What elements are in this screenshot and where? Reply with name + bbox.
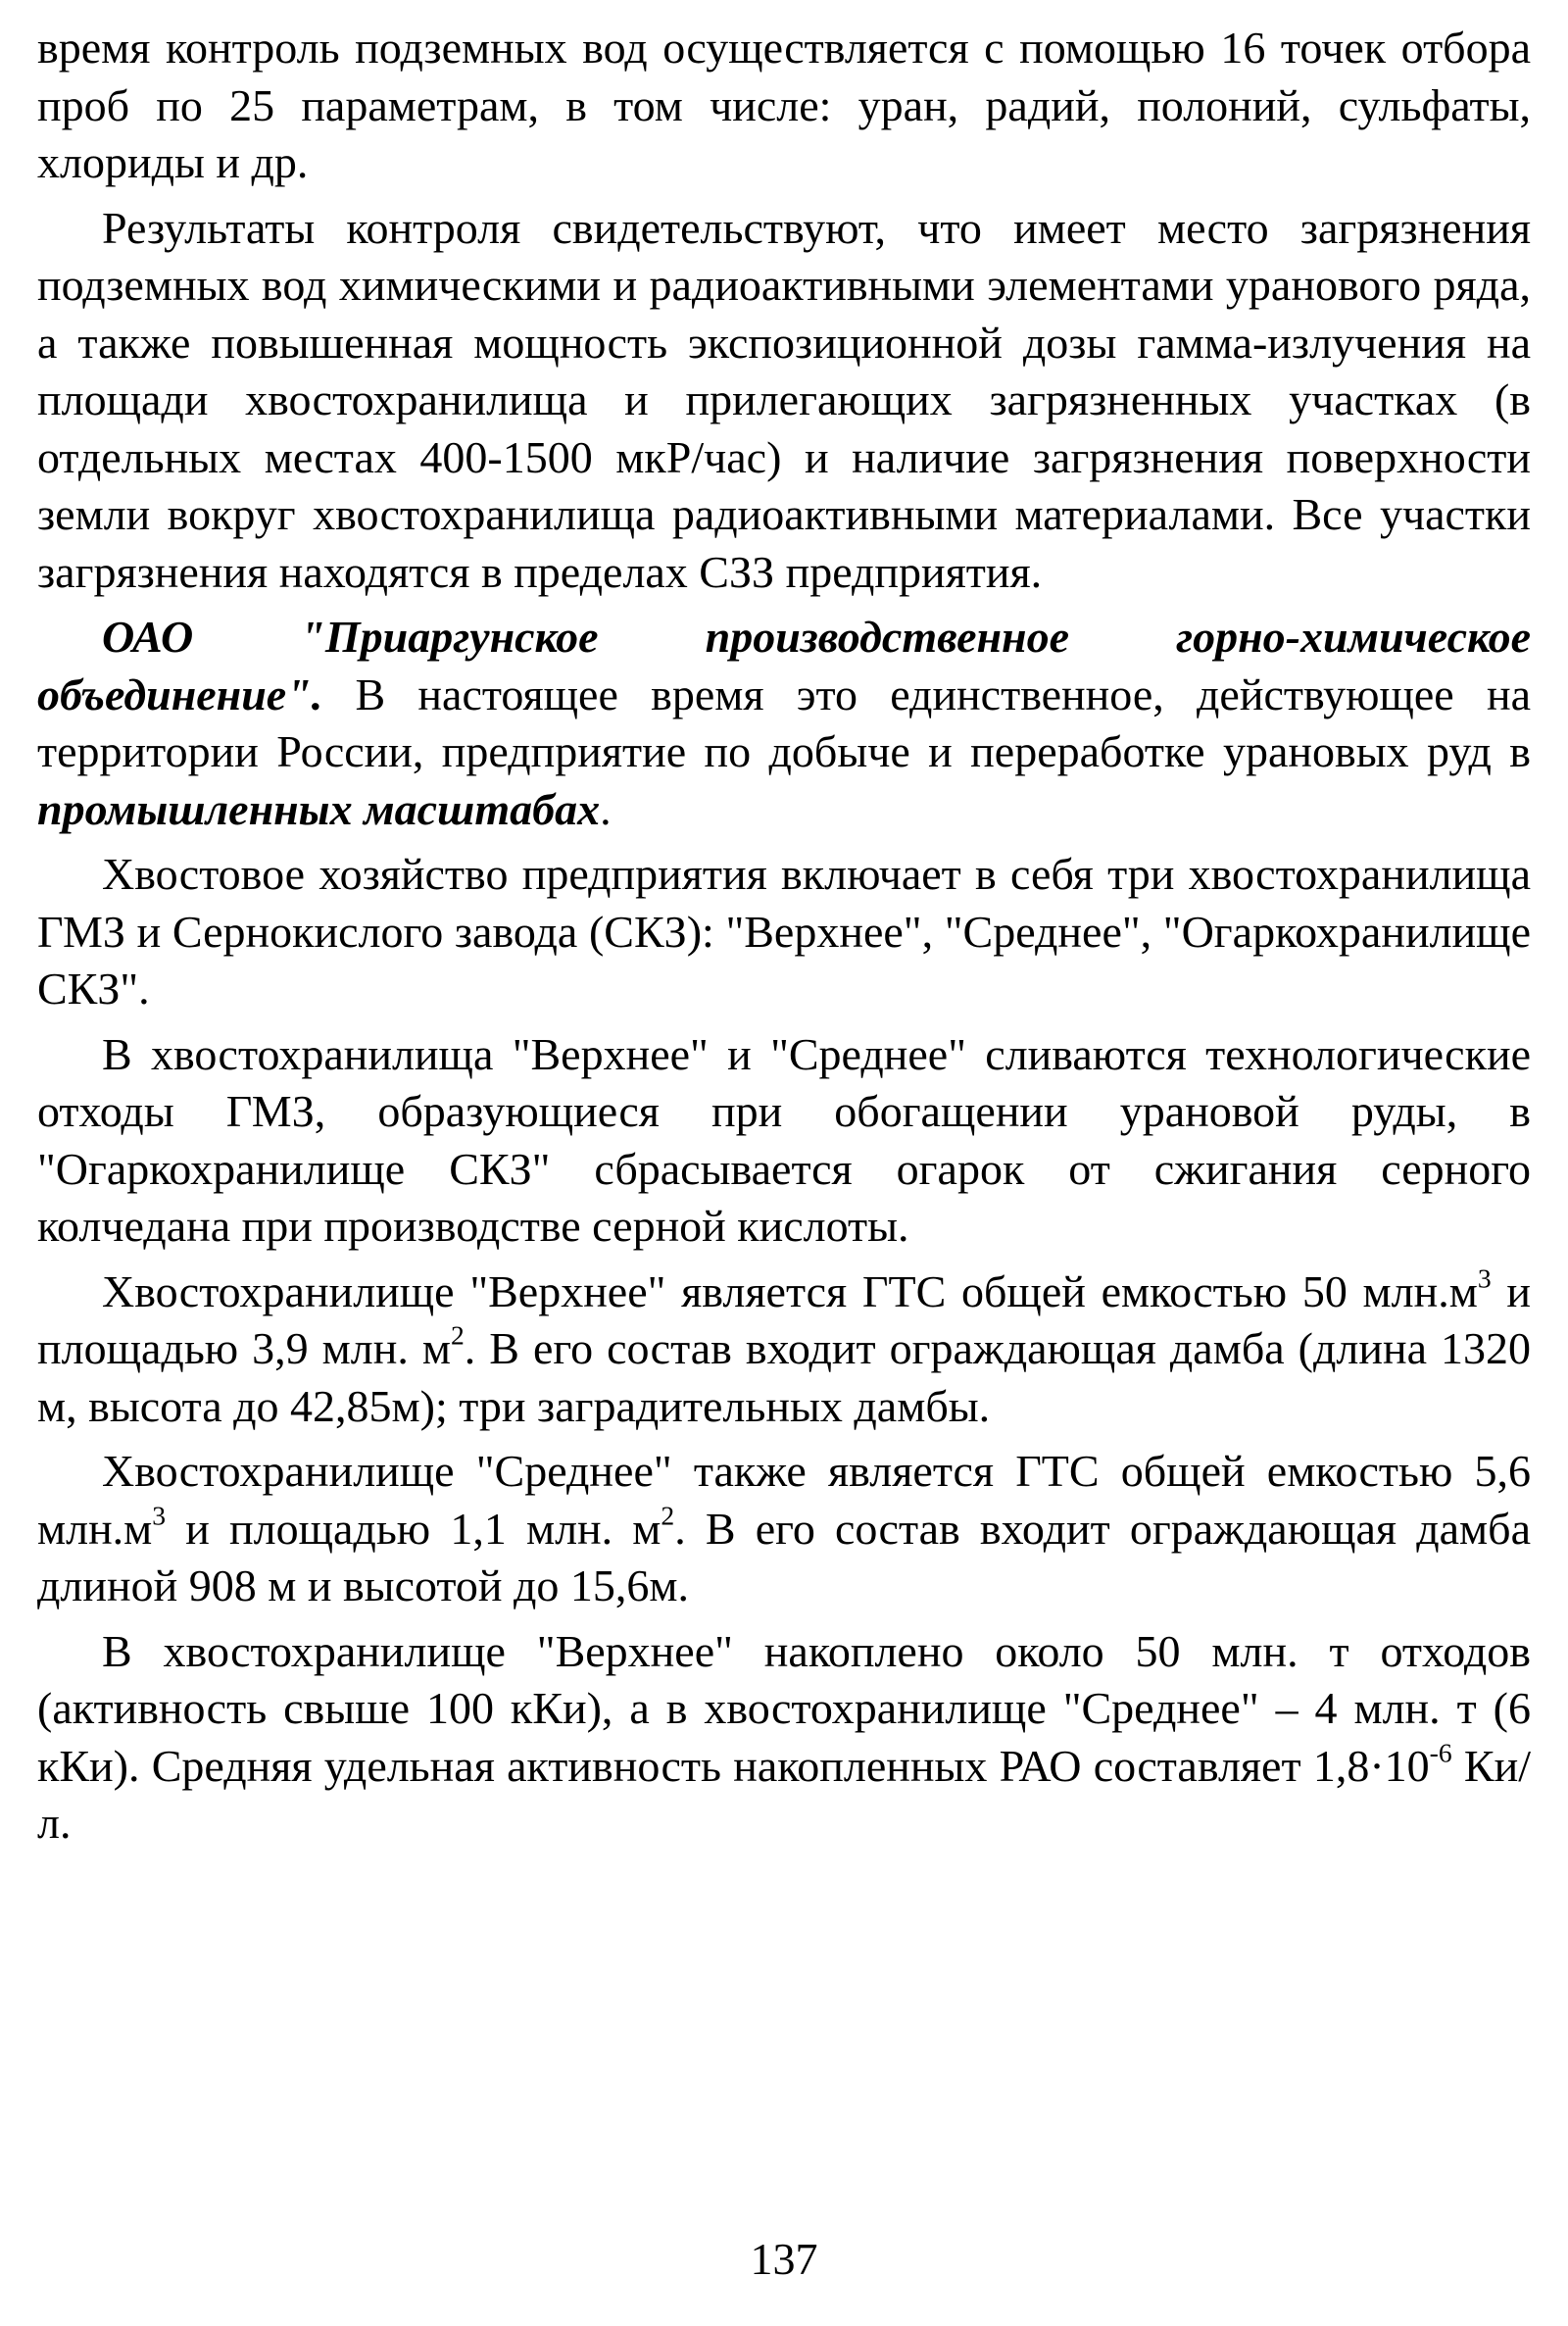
emphasis-text: ОАО "Приаргунское производственное горно-химическое объединение". bbox=[37, 612, 1531, 719]
text-run: Хвостохранилище "Среднее" также является ГТС общей емкостью 5,6 млн.м bbox=[37, 1446, 1531, 1554]
text-run: и площадью 3,9 млн. м bbox=[37, 1265, 1531, 1373]
superscript: 3 bbox=[1477, 1262, 1492, 1294]
paragraph-monitoring-results bbox=[37, 200, 1531, 602]
text-run: В настоящее время это единственное, действующее на территории России, предприятие по добыче и переработке урановых руд в bbox=[37, 668, 1531, 776]
text-run: время контроль подземных вод осуществляется с помощью 16 точек отбора проб по 25 параметрам, в том числе: уран, радий, полоний, сульфаты, хлориды и др. bbox=[37, 23, 1531, 187]
superscript: -6 bbox=[1429, 1737, 1452, 1768]
paragraph-accumulated-waste bbox=[37, 1623, 1531, 1853]
text-run: и площадью 1,1 млн. м bbox=[166, 1503, 662, 1554]
page-number: 137 bbox=[750, 2234, 818, 2284]
text-run: . В его состав входит ограждающая дамба длиной 908 м и высотой до 15,6м. bbox=[37, 1503, 1531, 1610]
text-run: Результаты контроля свидетельствуют, что имеет место загрязнения подземных вод химическими и радиоактивными элементами уранового ряда, а также повышенная мощность экспозиционной дозы гамма-излучения на площади хвостохранилища и прилегающих загрязненных участках (в отдельных местах 400-1500 мкР/час) и наличие загрязнения поверхности земли вокруг хвостохранилища радиоактивными материалами. Все участки загрязнения находятся в пределах СЗЗ предприятия. bbox=[37, 202, 1531, 597]
text-run: В хвостохранилища "Верхнее" и "Среднее" сливаются технологические отходы ГМЗ, образующиеся при обогащении урановой руды, в "Огаркохранилище СКЗ" сбрасывается огарок от сжигания серного колчедана при производстве серной кислоты. bbox=[37, 1028, 1531, 1251]
paragraph-tailings-facilities bbox=[37, 846, 1531, 1018]
text-run: Хвостохранилище "Верхнее" является ГТС общей емкостью 50 млн.м bbox=[102, 1265, 1478, 1316]
text-run: . В его состав входит ограждающая дамба (длина 1320 м, высота до 42,85м); три заградительных дамбы. bbox=[37, 1323, 1531, 1431]
text-run: Хвостовое хозяйство предприятия включает в себя три хвостохранилища ГМЗ и Сернокислого завода (СКЗ): "Верхнее", "Среднее", "Огаркохранилище СКЗ". bbox=[37, 849, 1531, 1014]
paragraph-continuation bbox=[37, 20, 1531, 192]
paragraph-waste-discharge bbox=[37, 1026, 1531, 1256]
text-run: Ки/л. bbox=[37, 1740, 1531, 1848]
paragraph-upper-tailings bbox=[37, 1263, 1531, 1436]
superscript: 2 bbox=[450, 1319, 465, 1351]
paragraph-middle-tailings bbox=[37, 1443, 1531, 1615]
page-body bbox=[37, 20, 1531, 1860]
paragraph-priargunskoe bbox=[37, 609, 1531, 838]
text-run: . bbox=[600, 783, 612, 834]
emphasis-text: промышленных масштабах bbox=[37, 783, 601, 834]
superscript: 3 bbox=[152, 1500, 167, 1531]
superscript: 2 bbox=[661, 1500, 675, 1531]
text-run: В хвостохранилище "Верхнее" накоплено около 50 млн. т отходов (активность свыше 100 кКи), а в хвостохранилище "Среднее" – 4 млн. т (6 кКи). Средняя удельная активность накопленных РАО составляет 1,8·10 bbox=[37, 1625, 1531, 1791]
